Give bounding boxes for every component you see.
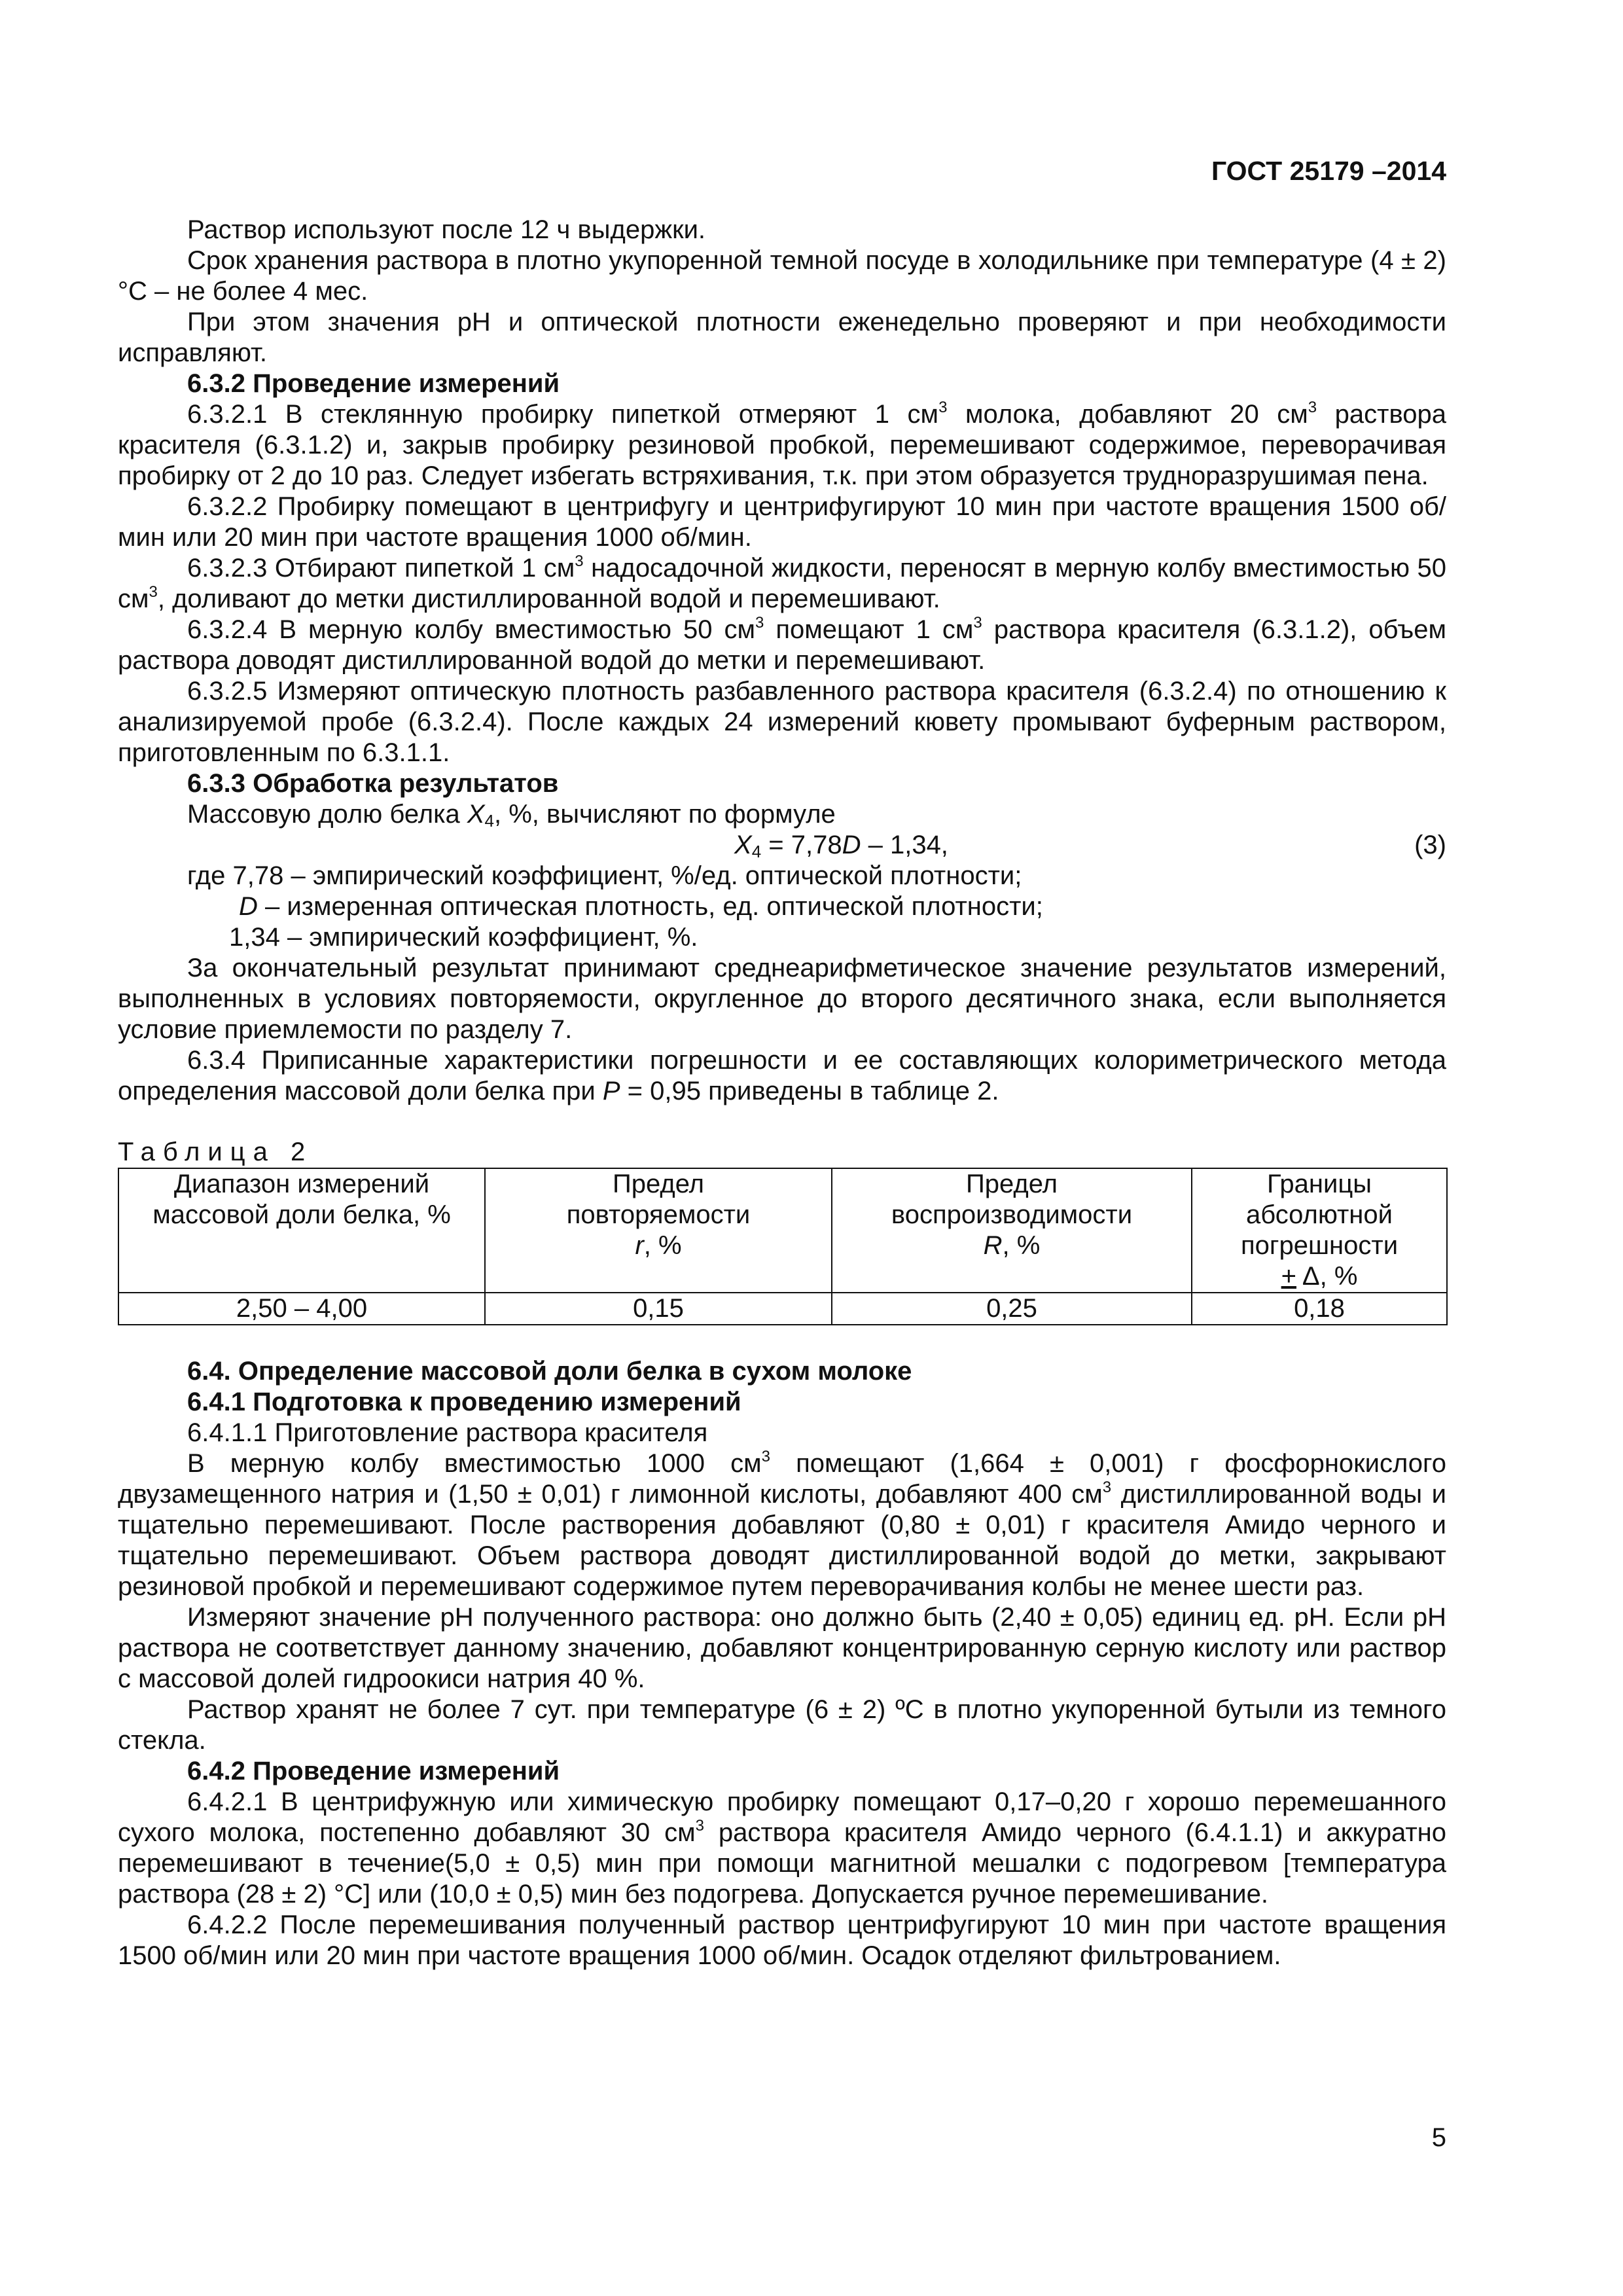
paragraph-final-result: За окончательный результат принимают среднеарифметическое значение результатов измерений, выполненных в условиях повторяемости, округленное до второго десятичного знака, если выполняется условие приемлемости по разделу 7. [118,954,1446,1044]
section-heading-6-4: 6.4. Определение массовой доли белка в сухом молоке [187,1357,912,1386]
paragraph-6-4-1-1-body: В мерную колбу вместимостью 1000 $см^3$ помещают (1,664 ± 0,001) г фосфорнокислого двузамещенного натрия и (1,50 ± 0,01) г лимонной кислоты, добавляют 400 $см^3$ дистиллированной воды и тщательно перемешивают. После растворения добавляют (0,80 ± 0,01) г красителя Амидо черного и тщательно перемешивают. Объем раствора доводят дистиллированной водой до метки, закрывают резиновой пробкой и перемешивают содержимое путем переворачивания колбы не менее шести раз. [118,1448,1447,1601]
paragraph: Срок хранения раствора в плотно укупоренной темной посуде в холодильнике при температуре (4 ± 2) °С – не более 4 мес. [118,246,1446,306]
formula-number: (3) [1414,831,1446,859]
table-cell: 0,25 [832,1293,1192,1325]
table-header-cell: Предел воспроизводимости R, % [832,1168,1192,1293]
section-heading-6-4-1: 6.4.1 Подготовка к проведению измерений [187,1388,741,1416]
paragraph-6-4-1-1: 6.4.1.1 Приготовление раствора красителя [187,1418,708,1447]
section-heading-6-3-3: 6.3.3 Обработка результатов [187,769,559,798]
formula-expression: $X_4 = 7,78D - 1,34$, [734,831,948,861]
section-heading-6-3-2: 6.3.2 Проведение измерений [187,369,560,398]
formula-legend-3: 1,34 – эмпирический коэффициент, %. [229,923,698,952]
table-header-cell: Предел повторяемости r, % [485,1168,832,1293]
table-2 [118,1168,1448,1325]
paragraph-6-4-2-2: 6.4.2.2 После перемешивания полученный раствор центрифугируют 10 мин при частоте вращения 1500 об/мин или 20 мин при частоте вращения 1000 об/мин. Осадок отделяют фильтрованием. [118,1910,1446,1970]
table-cell: 0,18 [1192,1293,1447,1325]
section-heading-6-4-2: 6.4.2 Проведение измерений [187,1757,560,1785]
document-page [118,0,1446,2296]
table-header-row [118,1168,1447,1293]
formula-legend-1: где 7,78 – эмпирический коэффициент, %/ед. оптической плотности; [187,861,1022,890]
formula-legend-2: D – измеренная оптическая плотность, ед. оптической плотности; [239,892,1043,921]
table-header-cell: Диапазон измерений массовой доли белка, % [118,1168,485,1293]
paragraph-6-3-2-4: 6.3.2.4 В мерную колбу вместимостью 50 $см^3$ помещают 1 $см^3$ раствора красителя (6.3.1.2), объем раствора доводят дистиллированной водой до метки и перемешивают. [118,614,1446,675]
body-text [118,215,1446,1971]
table-row [118,1293,1447,1325]
standard-header: ГОСТ 25179 –2014 [1211,156,1446,186]
paragraph-6-3-4: 6.3.4 Приписанные характеристики погрешности и ее составляющих колориметрического метода определения массовой доли белка при P = 0,95 приведены в таблице 2. [118,1046,1446,1105]
paragraph-6-3-2-3: 6.3.2.3 Отбирают пипеткой 1 $см^3$ надосадочной жидкости, переносят в мерную колбу вместимостью 50 $см^3$, доливают до метки дистиллированной водой и перемешивают. [118,552,1446,613]
paragraph-6-4-2-1: 6.4.2.1 В центрифужную или химическую пробирку помещают 0,17–0,20 г хорошо перемешанного сухого молока, постепенно добавляют 30 $см^3$ раствора красителя Амидо черного (6.4.1.1) и аккуратно перемешивают в течение(5,0 ± 0,5) мин при помощи магнитной мешалки с подогревом [температура раствора (28 ± 2) °С] или (10,0 ± 0,5) мин без подогрева. Допускается ручное перемешивание. [118,1787,1447,1909]
formula-3 [118,830,1446,861]
table-header-cell: Границы абсолютной погрешности + Δ, % [1192,1168,1447,1293]
paragraph-ph: Измеряют значение рН полученного раствора: оно должно быть (2,40 ± 0,05) единиц ед. рН. Если рН раствора не соответствует данному значению, добавляют концентрированную серную кислоту или раствор с массовой долей гидроокиси натрия 40 %. [118,1603,1446,1693]
paragraph-6-3-2-5: 6.3.2.5 Измеряют оптическую плотность разбавленного раствора красителя (6.3.2.4) по отношению к анализируемой пробе (6.3.2.4). После каждых 24 измерений кювету промывают буферным раствором, приготовленным по 6.3.1.1. [118,677,1446,767]
formula-intro: Массовую долю белка $X_4$, %, вычисляют по формуле [187,800,836,831]
table-cell: 2,50 – 4,00 [118,1293,485,1325]
table-cell: 0,15 [485,1293,832,1325]
paragraph-storage: Раствор хранят не более 7 сут. при температуре (6 ± 2) ºС в плотно укупоренной бутыли из темного стекла. [118,1695,1446,1755]
paragraph: Раствор используют после 12 ч выдержки. [187,215,706,244]
table-caption: Таблица 2 [118,1138,313,1166]
paragraph-6-3-2-2: 6.3.2.2 Пробирку помещают в центрифугу и центрифугируют 10 мин при частоте вращения 1500 об/мин или 20 мин при частоте вращения 1000 об/мин. [118,492,1446,552]
paragraph-6-3-2-1: 6.3.2.1 В стеклянную пробирку пипеткой отмеряют 1 $см^3$ молока, добавляют 20 $см^3$ раствора красителя (6.3.1.2) и, закрыв пробирку резиновой пробкой, перемешивают содержимое, переворачивая пробирку от 2 до 10 раз. Следует избегать встряхивания, т.к. при этом образуется трудноразрушимая пена. [118,399,1447,490]
paragraph: При этом значения рН и оптической плотности еженедельно проверяют и при необходимости исправляют. [118,308,1446,367]
page-number: 5 [1431,2123,1446,2152]
